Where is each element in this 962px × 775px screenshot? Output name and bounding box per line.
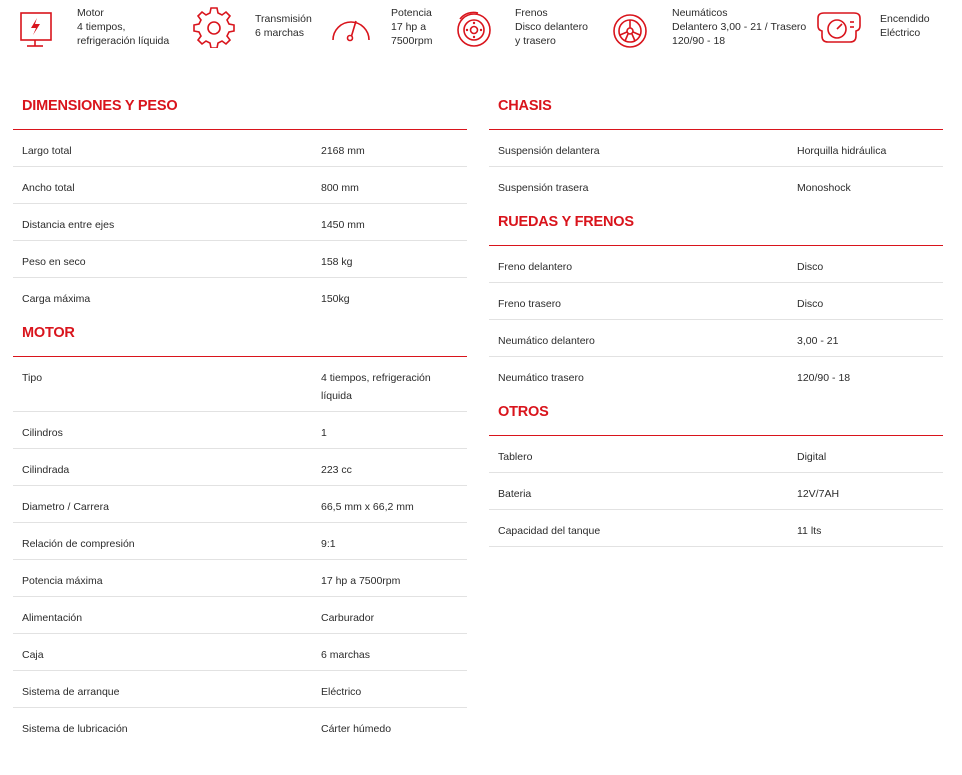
- spec-value: 223 cc: [321, 464, 352, 476]
- spec-label: Diametro / Carrera: [22, 501, 109, 513]
- feature-line: Potencia: [391, 7, 432, 19]
- feature-line: 17 hp a: [391, 21, 427, 33]
- feature-line: y trasero: [515, 35, 556, 47]
- spec-row: [13, 204, 467, 241]
- feature-line: Eléctrico: [880, 27, 921, 39]
- brake-disc-icon: [452, 4, 496, 48]
- spec-row: [13, 523, 467, 560]
- spec-row: [13, 486, 467, 523]
- spec-row: [489, 357, 943, 394]
- spec-row: [13, 278, 467, 315]
- spec-label: Freno trasero: [498, 298, 562, 310]
- spec-value: Eléctrico: [321, 686, 362, 698]
- spec-value: 9:1: [321, 538, 336, 550]
- spec-value: 2168 mm: [321, 145, 365, 157]
- spec-value: Monoshock: [797, 182, 851, 194]
- spec-value: 11 lts: [797, 525, 822, 537]
- spec-value: 6 marchas: [321, 649, 371, 661]
- spec-row: [13, 449, 467, 486]
- spec-row: [489, 473, 943, 510]
- feature-strip: [0, 0, 962, 62]
- spec-value: 158 kg: [321, 256, 353, 268]
- spec-row: [489, 130, 943, 167]
- section-otros: [489, 394, 943, 547]
- feature-line: Delantero 3,00 - 21 / Trasero: [672, 21, 807, 33]
- spec-label: Bateria: [498, 488, 532, 500]
- spec-value: Disco: [797, 261, 824, 273]
- gauge-icon: [329, 4, 373, 48]
- spec-row: [13, 241, 467, 278]
- spec-label: Capacidad del tanque: [498, 525, 601, 537]
- spec-row: [13, 130, 467, 167]
- feature-power: [329, 4, 432, 48]
- spec-label: Relación de compresión: [22, 538, 135, 550]
- section-title: MOTOR: [22, 325, 75, 341]
- section-title: DIMENSIONES Y PESO: [22, 98, 178, 114]
- spec-label: Peso en seco: [22, 256, 86, 268]
- spec-column-left: [13, 88, 467, 745]
- spec-value: 800 mm: [321, 182, 359, 194]
- spec-row: [489, 283, 943, 320]
- gear-icon: [192, 4, 236, 48]
- feature-tires: [608, 4, 806, 48]
- spec-value: Digital: [797, 451, 827, 463]
- feature-line: Transmisión: [255, 13, 312, 25]
- spec-row: [13, 412, 467, 449]
- feature-line: refrigeración líquida: [77, 35, 170, 47]
- spec-value: Disco: [797, 298, 824, 310]
- spec-row: [13, 597, 467, 634]
- spec-label: Cilindrada: [22, 464, 70, 476]
- feature-line: Disco delantero: [515, 21, 588, 33]
- spec-label: Neumático trasero: [498, 372, 584, 384]
- spec-label: Sistema de arranque: [22, 686, 120, 698]
- feature-brakes: [452, 4, 588, 48]
- spec-row: [13, 560, 467, 597]
- section-chasis: [489, 88, 943, 204]
- spec-label: Distancia entre ejes: [22, 219, 115, 231]
- feature-motor: [15, 4, 169, 48]
- feature-line: 6 marchas: [255, 27, 305, 39]
- spec-value: 17 hp a 7500rpm: [321, 575, 401, 587]
- feature-line: Frenos: [515, 7, 548, 19]
- section-ruedas-frenos: [489, 204, 943, 394]
- spec-value: 1450 mm: [321, 219, 365, 231]
- spec-row: [13, 634, 467, 671]
- spec-value: 66,5 mm x 66,2 mm: [321, 501, 414, 513]
- spec-label: Suspensión delantera: [498, 145, 600, 157]
- spec-label: Neumático delantero: [498, 335, 595, 347]
- feature-line: Motor: [77, 7, 104, 19]
- spec-label: Carga máxima: [22, 293, 91, 305]
- section-motor: [13, 315, 467, 745]
- spec-label: Freno delantero: [498, 261, 573, 273]
- spec-row: [489, 320, 943, 357]
- ignition-dash-icon: [814, 4, 864, 48]
- spec-value: 12V/7AH: [797, 488, 840, 500]
- spec-value: Horquilla hidráulica: [797, 145, 887, 157]
- spec-value: Cárter húmedo: [321, 723, 392, 735]
- spec-label: Caja: [22, 649, 44, 661]
- spec-label: Ancho total: [22, 182, 75, 194]
- section-title: OTROS: [498, 404, 549, 420]
- spec-value: 3,00 - 21: [797, 335, 839, 347]
- spec-value: 1: [321, 427, 327, 439]
- spec-row: [489, 436, 943, 473]
- spec-value: Carburador: [321, 612, 375, 624]
- spec-value: 4 tiempos, refrigeración líquida: [321, 372, 431, 402]
- feature-line: 4 tiempos,: [77, 21, 126, 33]
- spec-row: [489, 510, 943, 547]
- spec-label: Cilindros: [22, 427, 63, 439]
- spec-value: 150kg: [321, 293, 350, 305]
- section-title: CHASIS: [498, 98, 552, 114]
- spec-value: 120/90 - 18: [797, 372, 851, 384]
- spec-label: Tipo: [22, 372, 43, 384]
- feature-line: Encendido: [880, 13, 930, 25]
- spec-label: Sistema de lubricación: [22, 723, 128, 735]
- feature-line: 7500rpm: [391, 35, 433, 47]
- spec-row: [13, 708, 467, 745]
- feature-line: 120/90 - 18: [672, 35, 726, 47]
- spec-column-right: [489, 88, 943, 547]
- feature-ignition: [814, 4, 930, 48]
- spec-label: Suspensión trasera: [498, 182, 589, 194]
- spec-label: Largo total: [22, 145, 72, 157]
- spec-row: [489, 167, 943, 204]
- spec-row: [13, 167, 467, 204]
- tire-icon: [608, 4, 652, 48]
- battery-bolt-icon: [15, 4, 59, 48]
- spec-row: [489, 246, 943, 283]
- feature-transmission: [192, 4, 312, 48]
- spec-label: Tablero: [498, 451, 533, 463]
- section-title: RUEDAS Y FRENOS: [498, 214, 634, 230]
- spec-row: [13, 671, 467, 708]
- feature-line: Neumáticos: [672, 7, 728, 19]
- section-dimensiones: [13, 88, 467, 315]
- spec-label: Alimentación: [22, 612, 83, 624]
- spec-row: [13, 357, 467, 412]
- spec-label: Potencia máxima: [22, 575, 103, 587]
